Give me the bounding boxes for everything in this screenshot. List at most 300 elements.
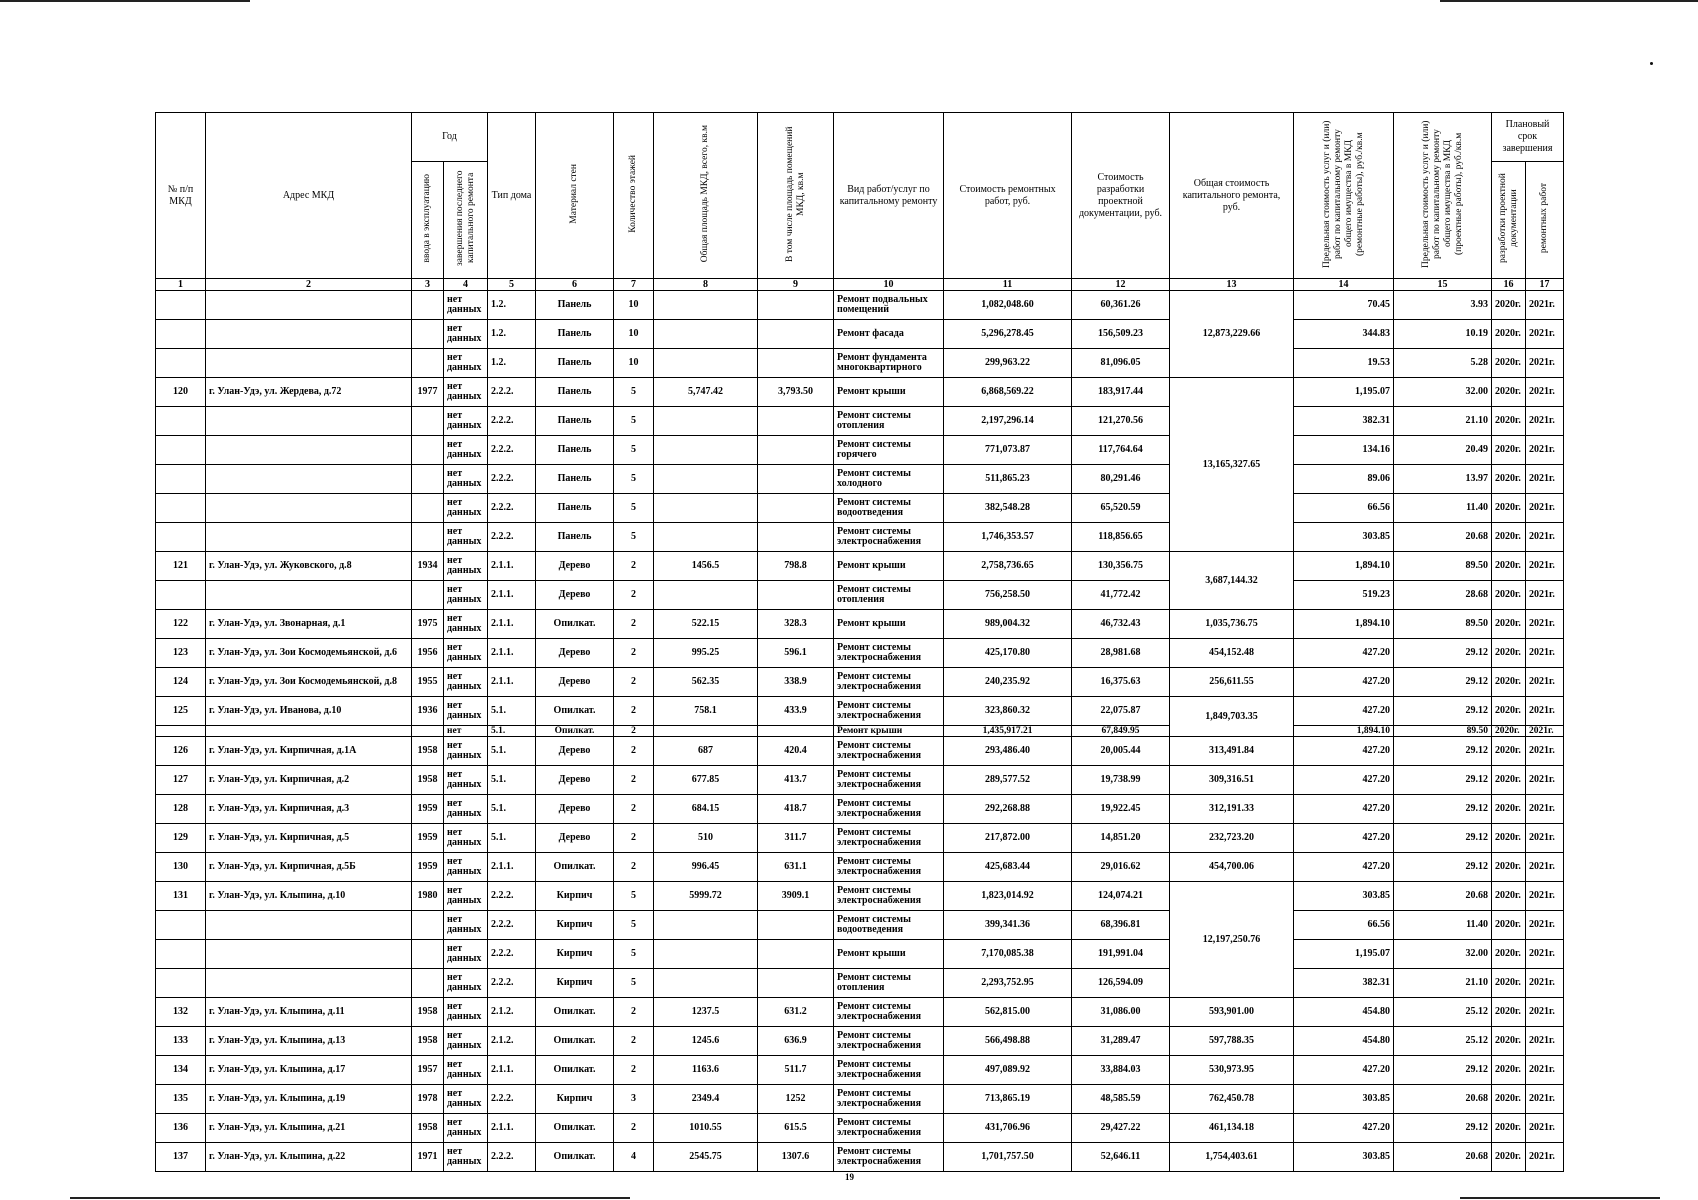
- cell-total-area: [654, 320, 758, 349]
- cell-design-cost: 33,884.03: [1072, 1056, 1170, 1085]
- cell-limit-repair: 427.20: [1294, 668, 1394, 697]
- cell-work-type: Ремонт системы электроснабжения: [834, 737, 944, 766]
- scan-speck: [1650, 62, 1653, 65]
- cell-total-area: [654, 969, 758, 998]
- cell-limit-design: 3.93: [1394, 291, 1492, 320]
- cell-limit-design: 29.12: [1394, 1056, 1492, 1085]
- cell-deadline-design: 2020г.: [1492, 795, 1526, 824]
- table-row: [156, 349, 1564, 378]
- cell-limit-repair: 89.06: [1294, 465, 1394, 494]
- cell-limit-repair: 427.20: [1294, 1114, 1394, 1143]
- cell-repair-cost: 2,197,296.14: [944, 407, 1072, 436]
- cell-total-area: [654, 436, 758, 465]
- cell-floors: 5: [614, 523, 654, 552]
- cell-year-commission: 1958: [412, 766, 444, 795]
- cell-row-number: [156, 911, 206, 940]
- cell-work-type: Ремонт крыши: [834, 726, 944, 737]
- cell-deadline-repair: 2021г.: [1526, 581, 1564, 610]
- cell-wall-material: Дерево: [536, 639, 614, 668]
- cell-limit-design: 29.12: [1394, 795, 1492, 824]
- cell-premises-area: 1307.6: [758, 1143, 834, 1172]
- cell-house-type: 5.1.: [488, 737, 536, 766]
- cell-year-commission: 1971: [412, 1143, 444, 1172]
- cell-deadline-repair: 2021г.: [1526, 465, 1564, 494]
- cell-deadline-repair: 2021г.: [1526, 1114, 1564, 1143]
- table-row: [156, 940, 1564, 969]
- cell-year-last-repair: нет данных: [444, 697, 488, 726]
- cell-premises-area: [758, 494, 834, 523]
- table-row: [156, 494, 1564, 523]
- table-row: [156, 1085, 1564, 1114]
- cell-limit-design: 25.12: [1394, 998, 1492, 1027]
- cell-house-type: 1.2.: [488, 349, 536, 378]
- cell-deadline-design: 2020г.: [1492, 378, 1526, 407]
- cell-repair-cost: 240,235.92: [944, 668, 1072, 697]
- cell-house-type: 2.1.1.: [488, 610, 536, 639]
- cell-total-area: 684.15: [654, 795, 758, 824]
- cell-total-area: 758.1: [654, 697, 758, 726]
- cell-year-commission: [412, 436, 444, 465]
- cell-address: г. Улан-Удэ, ул. Жердева, д.72: [206, 378, 412, 407]
- cell-repair-cost: 771,073.87: [944, 436, 1072, 465]
- cell-deadline-design: 2020г.: [1492, 998, 1526, 1027]
- cell-year-commission: 1955: [412, 668, 444, 697]
- cell-house-type: 2.1.1.: [488, 1114, 536, 1143]
- cell-premises-area: 433.9: [758, 697, 834, 726]
- column-number: 1: [156, 279, 206, 291]
- cell-year-commission: 1934: [412, 552, 444, 581]
- header-design-cost: Стоимость разработки проектной документации, руб.: [1072, 113, 1170, 279]
- cell-repair-cost: 399,341.36: [944, 911, 1072, 940]
- cell-row-number: 135: [156, 1085, 206, 1114]
- cell-year-commission: [412, 349, 444, 378]
- cell-premises-area: 328.3: [758, 610, 834, 639]
- cell-limit-repair: 303.85: [1294, 1143, 1394, 1172]
- cell-year-commission: [412, 581, 444, 610]
- cell-row-number: [156, 349, 206, 378]
- cell-repair-cost: 323,860.32: [944, 697, 1072, 726]
- cell-total-cost: 461,134.18: [1170, 1114, 1294, 1143]
- cell-deadline-repair: 2021г.: [1526, 726, 1564, 737]
- cell-deadline-repair: 2021г.: [1526, 737, 1564, 766]
- table-row: [156, 882, 1564, 911]
- cell-repair-cost: 989,004.32: [944, 610, 1072, 639]
- cell-deadline-repair: 2021г.: [1526, 853, 1564, 882]
- cell-address: г. Улан-Удэ, ул. Кирпичная, д.3: [206, 795, 412, 824]
- cell-house-type: 2.1.1.: [488, 1056, 536, 1085]
- cell-house-type: 2.2.2.: [488, 1143, 536, 1172]
- cell-limit-repair: 382.31: [1294, 969, 1394, 998]
- cell-deadline-design: 2020г.: [1492, 766, 1526, 795]
- table-row: [156, 969, 1564, 998]
- cell-limit-design: 29.12: [1394, 668, 1492, 697]
- column-number: 6: [536, 279, 614, 291]
- column-number: 12: [1072, 279, 1170, 291]
- table-row: [156, 378, 1564, 407]
- cell-repair-cost: 1,701,757.50: [944, 1143, 1072, 1172]
- cell-year-commission: 1958: [412, 998, 444, 1027]
- cell-wall-material: Опилкат.: [536, 853, 614, 882]
- cell-row-number: 137: [156, 1143, 206, 1172]
- cell-limit-design: 5.28: [1394, 349, 1492, 378]
- cell-deadline-design: 2020г.: [1492, 581, 1526, 610]
- cell-house-type: 2.1.1.: [488, 552, 536, 581]
- cell-floors: 3: [614, 1085, 654, 1114]
- column-number: 15: [1394, 279, 1492, 291]
- cell-deadline-repair: 2021г.: [1526, 523, 1564, 552]
- cell-total-cost: 313,491.84: [1170, 737, 1294, 766]
- cell-row-number: 125: [156, 697, 206, 726]
- cell-design-cost: 46,732.43: [1072, 610, 1170, 639]
- cell-repair-cost: 713,865.19: [944, 1085, 1072, 1114]
- cell-deadline-repair: 2021г.: [1526, 552, 1564, 581]
- cell-limit-repair: 1,195.07: [1294, 378, 1394, 407]
- cell-limit-repair: 1,894.10: [1294, 552, 1394, 581]
- cell-floors: 2: [614, 581, 654, 610]
- cell-total-cost: 232,723.20: [1170, 824, 1294, 853]
- cell-house-type: 1.2.: [488, 291, 536, 320]
- cell-total-cost: 1,849,703.35: [1170, 697, 1294, 737]
- cell-total-area: 5999.72: [654, 882, 758, 911]
- cell-total-area: [654, 581, 758, 610]
- cell-work-type: Ремонт подвальных помещений: [834, 291, 944, 320]
- cell-total-cost: 597,788.35: [1170, 1027, 1294, 1056]
- cell-year-commission: [412, 320, 444, 349]
- cell-row-number: 123: [156, 639, 206, 668]
- column-number: 17: [1526, 279, 1564, 291]
- cell-premises-area: 596.1: [758, 639, 834, 668]
- cell-year-commission: 1977: [412, 378, 444, 407]
- cell-floors: 2: [614, 639, 654, 668]
- cell-year-commission: [412, 523, 444, 552]
- scan-edge-bottom-right: [1460, 1197, 1660, 1199]
- cell-wall-material: Панель: [536, 378, 614, 407]
- cell-house-type: 5.1.: [488, 697, 536, 726]
- cell-limit-repair: 454.80: [1294, 1027, 1394, 1056]
- cell-limit-design: 20.68: [1394, 1143, 1492, 1172]
- cell-floors: 4: [614, 1143, 654, 1172]
- cell-row-number: 134: [156, 1056, 206, 1085]
- cell-year-commission: 1936: [412, 697, 444, 726]
- cell-premises-area: 338.9: [758, 668, 834, 697]
- cell-house-type: 2.2.2.: [488, 436, 536, 465]
- cell-repair-cost: 7,170,085.38: [944, 940, 1072, 969]
- cell-total-area: [654, 407, 758, 436]
- cell-deadline-repair: 2021г.: [1526, 291, 1564, 320]
- cell-year-last-repair: нет: [444, 726, 488, 737]
- cell-work-type: Ремонт системы электроснабжения: [834, 853, 944, 882]
- cell-premises-area: [758, 291, 834, 320]
- cell-limit-design: 11.40: [1394, 494, 1492, 523]
- cell-wall-material: Дерево: [536, 668, 614, 697]
- cell-work-type: Ремонт системы электроснабжения: [834, 1085, 944, 1114]
- cell-total-cost: 3,687,144.32: [1170, 552, 1294, 610]
- cell-limit-repair: 427.20: [1294, 795, 1394, 824]
- cell-wall-material: Опилкат.: [536, 610, 614, 639]
- cell-repair-cost: 425,170.80: [944, 639, 1072, 668]
- cell-limit-design: 20.68: [1394, 1085, 1492, 1114]
- cell-year-commission: 1958: [412, 737, 444, 766]
- cell-premises-area: [758, 581, 834, 610]
- cell-design-cost: 68,396.81: [1072, 911, 1170, 940]
- cell-address: [206, 349, 412, 378]
- cell-deadline-design: 2020г.: [1492, 407, 1526, 436]
- page-number: 19: [845, 1172, 854, 1182]
- cell-floors: 5: [614, 407, 654, 436]
- table-row: [156, 1143, 1564, 1172]
- cell-row-number: 129: [156, 824, 206, 853]
- cell-year-commission: 1958: [412, 1027, 444, 1056]
- cell-limit-repair: 344.83: [1294, 320, 1394, 349]
- cell-repair-cost: 756,258.50: [944, 581, 1072, 610]
- cell-work-type: Ремонт системы отопления: [834, 407, 944, 436]
- cell-work-type: Ремонт системы электроснабжения: [834, 1114, 944, 1143]
- cell-wall-material: Опилкат.: [536, 697, 614, 726]
- cell-total-area: 1163.6: [654, 1056, 758, 1085]
- column-number-row: [156, 279, 1564, 291]
- cell-repair-cost: 431,706.96: [944, 1114, 1072, 1143]
- cell-premises-area: 511.7: [758, 1056, 834, 1085]
- header-limit-design: Предельная стоимость услуг и (или) работ по капитальному ремонту общего имущества в МКД (проектные работы), руб./кв.м: [1394, 113, 1492, 279]
- cell-limit-repair: 19.53: [1294, 349, 1394, 378]
- cell-wall-material: Опилкат.: [536, 1056, 614, 1085]
- cell-total-area: [654, 911, 758, 940]
- cell-house-type: 5.1.: [488, 795, 536, 824]
- cell-year-commission: [412, 291, 444, 320]
- header-wall-material: Материал стен: [536, 113, 614, 279]
- cell-deadline-design: 2020г.: [1492, 291, 1526, 320]
- cell-wall-material: Дерево: [536, 795, 614, 824]
- cell-deadline-design: 2020г.: [1492, 610, 1526, 639]
- cell-repair-cost: 292,268.88: [944, 795, 1072, 824]
- cell-limit-design: 10.19: [1394, 320, 1492, 349]
- cell-deadline-design: 2020г.: [1492, 1056, 1526, 1085]
- cell-year-last-repair: нет данных: [444, 998, 488, 1027]
- cell-limit-repair: 303.85: [1294, 1085, 1394, 1114]
- cell-year-last-repair: нет данных: [444, 882, 488, 911]
- header-deadline-group: Плановый срок завершения: [1492, 113, 1564, 162]
- cell-premises-area: 798.8: [758, 552, 834, 581]
- cell-year-last-repair: нет данных: [444, 795, 488, 824]
- cell-floors: 10: [614, 349, 654, 378]
- cell-premises-area: [758, 911, 834, 940]
- cell-total-area: [654, 523, 758, 552]
- cell-address: г. Улан-Удэ, ул. Иванова, д.10: [206, 697, 412, 726]
- table-row: [156, 465, 1564, 494]
- cell-repair-cost: 293,486.40: [944, 737, 1072, 766]
- cell-limit-design: 32.00: [1394, 378, 1492, 407]
- cell-design-cost: 67,849.95: [1072, 726, 1170, 737]
- cell-repair-cost: 5,296,278.45: [944, 320, 1072, 349]
- cell-deadline-repair: 2021г.: [1526, 610, 1564, 639]
- table-row: [156, 1027, 1564, 1056]
- cell-address: г. Улан-Удэ, ул. Жуковского, д.8: [206, 552, 412, 581]
- header-no: № п/п МКД: [156, 113, 206, 279]
- cell-wall-material: Дерево: [536, 824, 614, 853]
- cell-total-area: 1237.5: [654, 998, 758, 1027]
- cell-work-type: Ремонт системы электроснабжения: [834, 1056, 944, 1085]
- header-limit-repair: Предельная стоимость услуг и (или) работ по капитальному ремонту общего имущества в МКД (ремонтные работы), руб./кв.м: [1294, 113, 1394, 279]
- cell-year-last-repair: нет данных: [444, 940, 488, 969]
- cell-total-area: 510: [654, 824, 758, 853]
- cell-floors: 5: [614, 436, 654, 465]
- cell-design-cost: 19,738.99: [1072, 766, 1170, 795]
- cell-limit-design: 20.49: [1394, 436, 1492, 465]
- cell-row-number: [156, 494, 206, 523]
- column-number: 11: [944, 279, 1072, 291]
- cell-work-type: Ремонт системы горячего: [834, 436, 944, 465]
- cell-deadline-repair: 2021г.: [1526, 940, 1564, 969]
- cell-row-number: 128: [156, 795, 206, 824]
- cell-total-cost: 454,152.48: [1170, 639, 1294, 668]
- cell-limit-repair: 427.20: [1294, 824, 1394, 853]
- cell-repair-cost: 382,548.28: [944, 494, 1072, 523]
- cell-deadline-design: 2020г.: [1492, 969, 1526, 998]
- cell-house-type: 2.1.2.: [488, 1027, 536, 1056]
- cell-wall-material: Панель: [536, 320, 614, 349]
- header-year-commission: ввода в эксплуатацию: [412, 162, 444, 279]
- header-premises-area: В том числе площадь помещений МКД, кв.м: [758, 113, 834, 279]
- cell-house-type: 2.1.1.: [488, 581, 536, 610]
- column-number: 16: [1492, 279, 1526, 291]
- cell-year-commission: 1957: [412, 1056, 444, 1085]
- cell-wall-material: Кирпич: [536, 1085, 614, 1114]
- cell-work-type: Ремонт системы электроснабжения: [834, 639, 944, 668]
- cell-year-commission: 1959: [412, 795, 444, 824]
- cell-work-type: Ремонт системы отопления: [834, 581, 944, 610]
- cell-design-cost: 19,922.45: [1072, 795, 1170, 824]
- cell-total-area: 996.45: [654, 853, 758, 882]
- table-row: [156, 1056, 1564, 1085]
- cell-limit-design: 21.10: [1394, 969, 1492, 998]
- cell-row-number: [156, 320, 206, 349]
- cell-deadline-design: 2020г.: [1492, 1085, 1526, 1114]
- cell-year-last-repair: нет данных: [444, 969, 488, 998]
- cell-total-area: 5,747.42: [654, 378, 758, 407]
- cell-floors: 2: [614, 853, 654, 882]
- cell-premises-area: 631.1: [758, 853, 834, 882]
- header-address: Адрес МКД: [206, 113, 412, 279]
- cell-limit-design: 89.50: [1394, 610, 1492, 639]
- capital-repair-table: [155, 112, 1564, 1172]
- column-number: 3: [412, 279, 444, 291]
- cell-premises-area: 3,793.50: [758, 378, 834, 407]
- header-deadline-design: разработки проектной документации: [1492, 162, 1526, 279]
- cell-wall-material: Панель: [536, 407, 614, 436]
- cell-limit-repair: 1,894.10: [1294, 726, 1394, 737]
- cell-premises-area: [758, 349, 834, 378]
- cell-address: [206, 523, 412, 552]
- cell-house-type: 2.2.2.: [488, 911, 536, 940]
- cell-address: [206, 911, 412, 940]
- cell-limit-repair: 1,894.10: [1294, 610, 1394, 639]
- cell-deadline-design: 2020г.: [1492, 911, 1526, 940]
- cell-work-type: Ремонт системы электроснабжения: [834, 1027, 944, 1056]
- cell-floors: 2: [614, 766, 654, 795]
- cell-house-type: 2.2.2.: [488, 882, 536, 911]
- cell-deadline-repair: 2021г.: [1526, 407, 1564, 436]
- cell-deadline-design: 2020г.: [1492, 349, 1526, 378]
- cell-year-last-repair: нет данных: [444, 1027, 488, 1056]
- cell-total-area: 1010.55: [654, 1114, 758, 1143]
- cell-row-number: [156, 523, 206, 552]
- cell-house-type: 2.2.2.: [488, 465, 536, 494]
- cell-total-cost: 1,754,403.61: [1170, 1143, 1294, 1172]
- cell-limit-design: 20.68: [1394, 523, 1492, 552]
- cell-deadline-design: 2020г.: [1492, 853, 1526, 882]
- cell-limit-repair: 134.16: [1294, 436, 1394, 465]
- cell-address: [206, 436, 412, 465]
- cell-wall-material: Опилкат.: [536, 1143, 614, 1172]
- cell-repair-cost: 511,865.23: [944, 465, 1072, 494]
- cell-address: [206, 465, 412, 494]
- cell-wall-material: Кирпич: [536, 882, 614, 911]
- cell-total-area: 522.15: [654, 610, 758, 639]
- cell-year-commission: 1959: [412, 824, 444, 853]
- cell-deadline-repair: 2021г.: [1526, 998, 1564, 1027]
- cell-year-commission: 1975: [412, 610, 444, 639]
- cell-year-last-repair: нет данных: [444, 610, 488, 639]
- cell-total-area: 2545.75: [654, 1143, 758, 1172]
- cell-limit-design: 29.12: [1394, 1114, 1492, 1143]
- cell-repair-cost: 1,823,014.92: [944, 882, 1072, 911]
- cell-design-cost: 41,772.42: [1072, 581, 1170, 610]
- cell-limit-repair: 427.20: [1294, 766, 1394, 795]
- cell-address: [206, 940, 412, 969]
- cell-row-number: 124: [156, 668, 206, 697]
- cell-total-cost: 454,700.06: [1170, 853, 1294, 882]
- cell-deadline-repair: 2021г.: [1526, 494, 1564, 523]
- cell-year-commission: 1959: [412, 853, 444, 882]
- cell-wall-material: Дерево: [536, 581, 614, 610]
- scan-edge-top-right: [1440, 0, 1698, 2]
- column-number: 9: [758, 279, 834, 291]
- cell-design-cost: 28,981.68: [1072, 639, 1170, 668]
- cell-wall-material: Дерево: [536, 737, 614, 766]
- cell-design-cost: 60,361.26: [1072, 291, 1170, 320]
- header-work-type: Вид работ/услуг по капитальному ремонту: [834, 113, 944, 279]
- cell-floors: 2: [614, 668, 654, 697]
- cell-year-commission: 1956: [412, 639, 444, 668]
- cell-year-commission: [412, 494, 444, 523]
- cell-deadline-design: 2020г.: [1492, 465, 1526, 494]
- cell-year-last-repair: нет данных: [444, 639, 488, 668]
- cell-premises-area: 418.7: [758, 795, 834, 824]
- table-row: [156, 320, 1564, 349]
- table-row: [156, 639, 1564, 668]
- cell-deadline-design: 2020г.: [1492, 494, 1526, 523]
- cell-deadline-repair: 2021г.: [1526, 766, 1564, 795]
- cell-floors: 5: [614, 465, 654, 494]
- cell-design-cost: 29,427.22: [1072, 1114, 1170, 1143]
- cell-wall-material: Кирпич: [536, 911, 614, 940]
- cell-repair-cost: 425,683.44: [944, 853, 1072, 882]
- table-row: [156, 853, 1564, 882]
- cell-total-area: [654, 465, 758, 494]
- cell-house-type: 1.2.: [488, 320, 536, 349]
- cell-address: г. Улан-Удэ, ул. Клыпина, д.17: [206, 1056, 412, 1085]
- header-deadline-repair: ремонтных работ: [1526, 162, 1564, 279]
- cell-deadline-repair: 2021г.: [1526, 1027, 1564, 1056]
- table-row: [156, 795, 1564, 824]
- cell-limit-design: 20.68: [1394, 882, 1492, 911]
- cell-total-area: 995.25: [654, 639, 758, 668]
- cell-deadline-repair: 2021г.: [1526, 668, 1564, 697]
- column-number: 14: [1294, 279, 1394, 291]
- cell-premises-area: [758, 407, 834, 436]
- cell-wall-material: Панель: [536, 349, 614, 378]
- cell-limit-repair: 427.20: [1294, 737, 1394, 766]
